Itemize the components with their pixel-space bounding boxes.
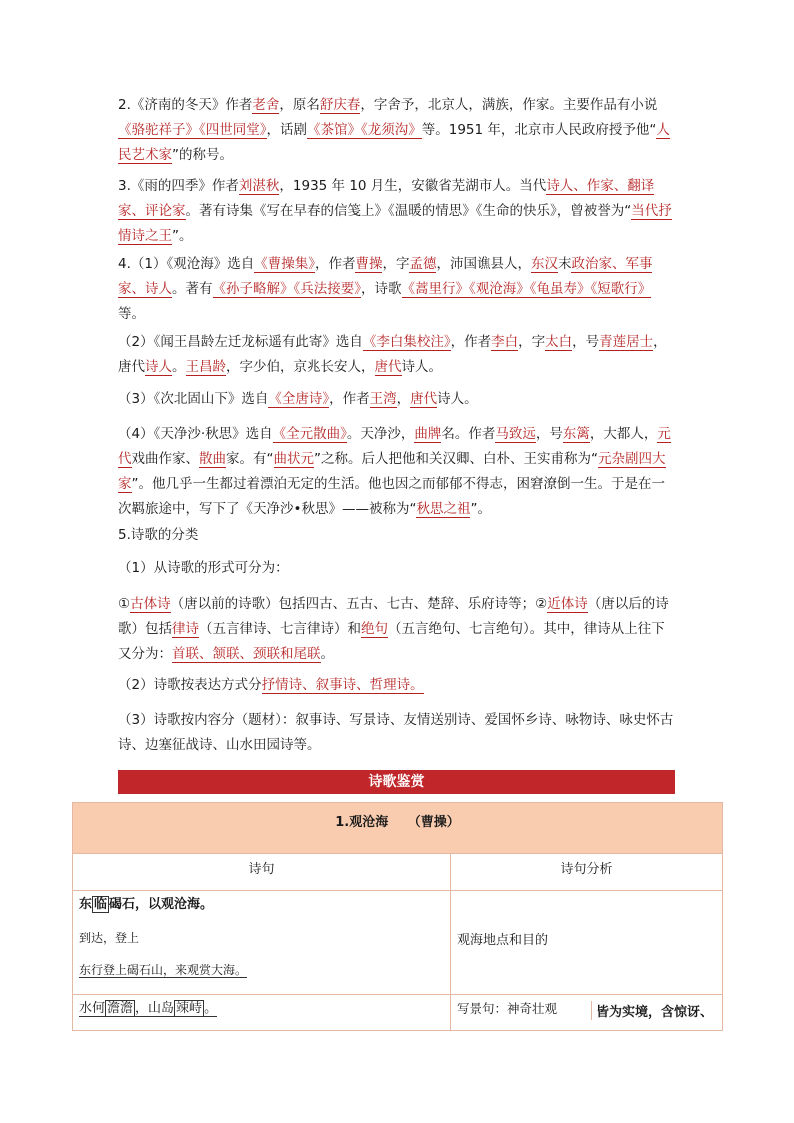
underlined-answer: 首联、颔联、颈联和尾联 xyxy=(172,646,321,662)
text: 诗人。 xyxy=(437,391,478,407)
underlined-answer: 《李白集校注》 xyxy=(362,334,451,350)
text: 水何 xyxy=(79,1001,106,1016)
text: ，诗歌 xyxy=(361,281,402,297)
text: ，原名 xyxy=(279,97,320,113)
text: 东 xyxy=(79,897,93,912)
underlined-answer: 《茶馆》《龙须沟》 xyxy=(307,122,422,138)
underlined-answer: 东汉 xyxy=(530,256,558,272)
underlined-answer: 曹操 xyxy=(355,256,383,272)
underlined-answer: 《全唐诗》 xyxy=(268,391,330,407)
subheading-by-form: （1）从诗歌的形式可分为： xyxy=(118,560,289,576)
text: 戏曲作家、 xyxy=(131,451,199,467)
text: 2.《济南的冬天》作者 xyxy=(118,97,253,113)
boxed-character: 临 xyxy=(94,897,108,912)
text: ”。 xyxy=(470,501,491,517)
column-header-verse: 诗句 xyxy=(73,854,451,891)
gloss-annotation: 到达，登上 xyxy=(79,931,140,945)
verse-line xyxy=(79,895,444,915)
underlined-answer: 诗人、作家、翻译家、评论家 xyxy=(118,178,655,219)
underlined-answer: 孟德 xyxy=(409,256,437,272)
text: ，字 xyxy=(518,334,546,350)
underlined-answer: 《全元散曲》 xyxy=(272,426,347,442)
paragraph-jinan-winter xyxy=(118,93,678,168)
underlined-answer: 元代 xyxy=(118,426,671,467)
text: ，山岛 xyxy=(135,1001,175,1016)
underlined-answer: 王昌龄 xyxy=(185,359,226,375)
underlined-answer: 《曹操集》 xyxy=(254,256,315,272)
text: （4）《天净沙·秋思》选自 xyxy=(118,426,273,442)
paragraph-ci-beigushan xyxy=(118,387,678,412)
text: ”。 xyxy=(172,228,193,244)
text: 诗人。 xyxy=(401,359,442,375)
text: ，字少伯，京兆长安人， xyxy=(226,359,375,375)
verse-cell xyxy=(73,995,451,1031)
text: （唐以前的诗歌）包括四古、五古、七古、楚辞、乐府诗等；② xyxy=(170,596,548,612)
text: 3.《雨的四季》作者 xyxy=(118,178,239,194)
text: ，字 xyxy=(382,256,410,272)
text: 。 xyxy=(172,359,186,375)
paragraph-four-seasons-rain xyxy=(118,174,678,249)
underlined-answer: 元杂剧四大家 xyxy=(118,451,666,492)
translation-annotation: 东行登上碣石山，来观赏大海。 xyxy=(79,963,248,977)
text: 家。有“ xyxy=(226,451,274,467)
underlined-answer: 抒情诗、叙事诗、哲理诗。 xyxy=(261,677,424,693)
text: ，唐代 xyxy=(118,334,667,375)
underlined-answer: 人民艺术家 xyxy=(118,122,670,163)
heading-poetry-classification: 5.诗歌的分类 xyxy=(118,527,199,543)
underlined-answer: 古体诗 xyxy=(130,596,171,612)
paragraph-tianjingsha xyxy=(118,422,678,522)
underlined-answer: 政治家、军事家、诗人 xyxy=(118,256,653,297)
text: ① xyxy=(118,596,131,612)
text: ，作者 xyxy=(450,334,492,350)
text: ，号 xyxy=(535,426,563,442)
table-title: 1.观沧海 （曹操） xyxy=(73,803,723,854)
underlined-answer: 马致远 xyxy=(495,426,536,442)
underlined-answer: 散曲 xyxy=(199,451,226,467)
paragraph-by-content: （3）诗歌按内容分（题材）：叙事诗、写景诗、友情送别诗、爱国怀乡诗、咏物诗、咏史怀古诗、边塞征战诗、山水田园诗等。 xyxy=(118,712,674,753)
boxed-word: 澹澹 xyxy=(107,1001,134,1016)
underlined-answer: 刘湛秋 xyxy=(238,178,280,194)
text: 。 xyxy=(320,646,334,662)
underlined-answer: 唐代 xyxy=(410,391,438,407)
analysis-scene-text: 写景句：神奇壮观 xyxy=(457,1001,558,1016)
text: 等。1951 年，北京市人民政府授予他“ xyxy=(421,122,657,138)
text: ”之称。后人把他和关汉卿、白朴、王实甫称为“ xyxy=(314,451,598,467)
text: （2）《闻王昌龄左迁龙标遥有此寄》选自 xyxy=(118,334,363,350)
underlined-answer: 东篱 xyxy=(562,426,590,442)
paragraph-by-expression xyxy=(118,673,678,698)
underlined-answer: 太白 xyxy=(545,334,573,350)
text: 。著有诗集《写在早春的信笺上》《温暖的情思》《生命的快乐》，曾被誉为“ xyxy=(185,203,632,219)
text: 末 xyxy=(557,256,572,272)
text: 名。作者 xyxy=(441,426,496,442)
underlined-answer: 当代抒情诗之王 xyxy=(118,203,672,244)
underlined-answer: 近体诗 xyxy=(547,596,588,612)
underlined-answer: 《骆驼祥子》《四世同堂》 xyxy=(118,122,267,138)
underlined-answer: 绝句 xyxy=(361,621,388,637)
text: 碣石，以观沧海。 xyxy=(109,897,214,912)
analysis-cell xyxy=(451,995,723,1031)
text: ， xyxy=(396,391,411,407)
poem-analysis-table xyxy=(72,802,723,1031)
underlined-answer: 青莲居士 xyxy=(599,334,654,350)
underlined-answer: 诗人 xyxy=(145,359,172,375)
text: （五言绝句、七言绝句）。其中，律诗从上往下又分为： xyxy=(118,621,665,662)
text: ，话剧 xyxy=(266,122,307,138)
text: ，大都人， xyxy=(589,426,658,442)
text: 等。 xyxy=(118,306,145,322)
verse-line xyxy=(79,999,444,1019)
analysis-note-text: 皆为实境，含惊讶、 xyxy=(591,1001,713,1020)
text: （3）《次北固山下》选自 xyxy=(118,391,269,407)
text: 。著有 xyxy=(172,281,213,297)
boxed-word: 竦峙 xyxy=(176,1001,203,1016)
text: ，作者 xyxy=(329,391,370,407)
text: ，作者 xyxy=(314,256,356,272)
text: ，字舍予，北京人，满族，作家。主要作品有小说 xyxy=(360,97,658,113)
underlined-answer: 《孙子略解》《兵法接要》 xyxy=(212,281,361,297)
underlined-answer: 唐代 xyxy=(374,359,402,375)
text: 。天净沙， xyxy=(346,426,415,442)
underlined-answer: 曲状元 xyxy=(273,451,314,467)
paragraph-by-form xyxy=(118,592,678,667)
paragraph-wen-wangchangling xyxy=(118,330,678,380)
underlined-answer: 律诗 xyxy=(172,621,199,637)
analysis-cell: 观海地点和目的 xyxy=(451,891,723,995)
paragraph-guan-canghai xyxy=(118,252,678,327)
column-header-analysis: 诗句分析 xyxy=(451,854,723,891)
underlined-answer: 王湾 xyxy=(369,391,397,407)
text: ，号 xyxy=(572,334,600,350)
underlined-answer: 李白 xyxy=(491,334,519,350)
underlined-answer: 秋思之祖 xyxy=(416,501,471,517)
text: ”的称号。 xyxy=(172,147,233,163)
underlined-answer: 舒庆春 xyxy=(319,97,361,113)
text: ，1935 年 10 月生，安徽省芜湖市人。当代 xyxy=(279,178,547,194)
text: ，沛国谯县人， xyxy=(436,256,531,272)
underlined-answer: 《蒿里行》《观沧海》《龟虽寿》《短歌行》 xyxy=(401,281,652,297)
underlined-answer: 曲牌 xyxy=(414,426,442,442)
verse-cell xyxy=(73,891,451,995)
text: 4.（1）《观沧海》选自 xyxy=(118,256,255,272)
section-banner: 诗歌鉴赏 xyxy=(118,770,675,794)
text: （唐以后的诗歌）包括 xyxy=(118,596,669,637)
text: 。 xyxy=(204,1001,218,1016)
text: ”。他几乎一生都过着漂泊无定的生活。他也因之而郁郁不得志，困窘潦倒一生。于是在一次羁旅途中，写下了《天净沙•秋思》——被称为“ xyxy=(118,476,665,517)
text: （2）诗歌按表达方式分 xyxy=(118,677,262,693)
text: （五言律诗、七言律诗）和 xyxy=(199,621,361,637)
underlined-answer: 老舍 xyxy=(252,97,280,113)
